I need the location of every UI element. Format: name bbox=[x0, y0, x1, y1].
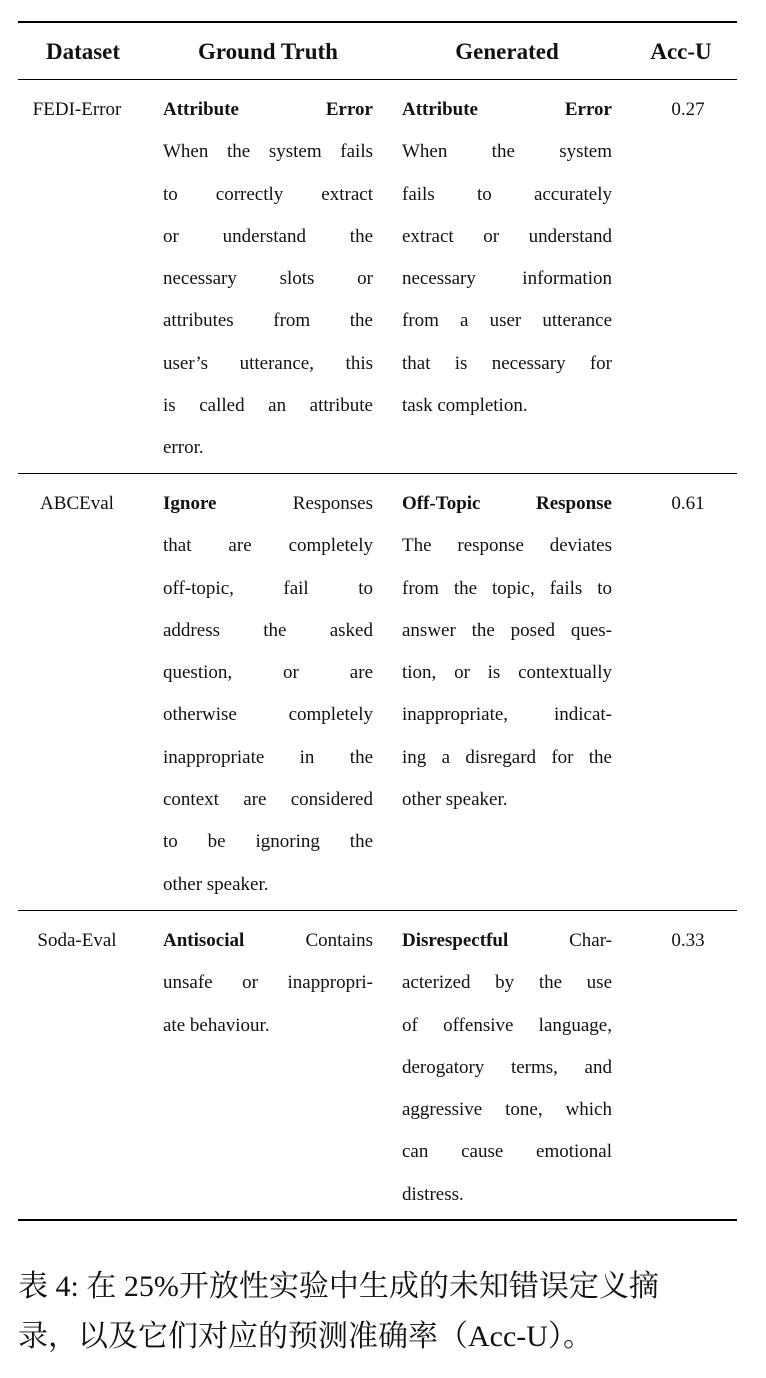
caption-line: 表 4: 在 25%开放性实验中生成的未知错误定义摘 bbox=[18, 1270, 659, 1303]
error-term: Off-Topic Response bbox=[402, 493, 612, 514]
definition-line bbox=[402, 920, 612, 962]
definition-line: off-topic, fail to bbox=[163, 577, 373, 599]
definition-line: can cause emotional bbox=[402, 1141, 612, 1163]
definition-line: extract or understand bbox=[402, 225, 612, 247]
definition-line: When the system bbox=[402, 141, 612, 163]
dataset-cell: ABCEval bbox=[40, 493, 114, 514]
error-term: Attribute Error bbox=[402, 99, 612, 120]
definition-line: from the topic, fails to bbox=[402, 577, 612, 599]
generated-cell bbox=[402, 920, 612, 1216]
error-term: Ignore bbox=[163, 493, 217, 514]
caption-line: 录，以及它们对应的预测准确率（Acc-U）。 bbox=[18, 1320, 593, 1353]
definition-text: Char- bbox=[569, 930, 612, 951]
definition-line: derogatory terms, and bbox=[402, 1056, 612, 1078]
definition-line: ate behaviour. bbox=[163, 1014, 270, 1036]
definition-line: otherwise completely bbox=[163, 704, 373, 726]
definition-line: necessary slots or bbox=[163, 268, 373, 290]
header-ground-truth: Ground Truth bbox=[198, 39, 338, 64]
definition-line: inappropriate, indicat- bbox=[402, 704, 612, 726]
ground-truth-cell bbox=[163, 483, 373, 906]
definition-line bbox=[163, 89, 373, 131]
definition-line bbox=[402, 483, 612, 525]
bottom-rule bbox=[18, 1219, 737, 1221]
ground-truth-cell bbox=[163, 89, 373, 470]
generated-cell bbox=[402, 89, 612, 427]
top-rule bbox=[18, 21, 737, 23]
definition-line: question, or are bbox=[163, 662, 373, 684]
definition-line: is called an attribute bbox=[163, 395, 373, 417]
definition-line: answer the posed ques- bbox=[402, 619, 612, 641]
definition-line: The response deviates bbox=[402, 535, 612, 557]
header-rule bbox=[18, 79, 737, 80]
definition-line: that is necessary for bbox=[402, 352, 612, 374]
definition-line: address the asked bbox=[163, 619, 373, 641]
definition-line: attributes from the bbox=[163, 310, 373, 332]
definition-line: error. bbox=[163, 437, 204, 459]
definition-line: task completion. bbox=[402, 395, 528, 417]
definition-line: from a user utterance bbox=[402, 310, 612, 332]
definition-line: ing a disregard for the bbox=[402, 746, 612, 768]
header-generated: Generated bbox=[455, 39, 559, 64]
definition-line: that are completely bbox=[163, 535, 373, 557]
dataset-cell: Soda-Eval bbox=[37, 930, 117, 951]
acc-u-cell: 0.33 bbox=[671, 930, 705, 951]
dataset-cell: FEDI-Error bbox=[32, 99, 122, 120]
definition-line: user’s utterance, this bbox=[163, 352, 373, 374]
acc-u-cell: 0.61 bbox=[671, 493, 705, 514]
definition-line: distress. bbox=[402, 1183, 464, 1205]
definition-line bbox=[402, 89, 612, 131]
ground-truth-cell bbox=[163, 920, 373, 1047]
error-term: Antisocial bbox=[163, 930, 245, 951]
definition-line: other speaker. bbox=[402, 789, 508, 811]
definition-line: tion, or is contextually bbox=[402, 662, 612, 684]
error-term: Disrespectful bbox=[402, 930, 509, 951]
definition-line: or understand the bbox=[163, 225, 373, 247]
table-caption bbox=[18, 1262, 659, 1362]
definition-line bbox=[163, 920, 373, 962]
definition-line: unsafe or inappropri- bbox=[163, 972, 373, 994]
header-dataset: Dataset bbox=[45, 39, 121, 64]
definition-line: aggressive tone, which bbox=[402, 1099, 612, 1121]
header-acc-u: Acc-U bbox=[650, 39, 712, 64]
definition-line: necessary information bbox=[402, 268, 612, 290]
definition-text: Contains bbox=[305, 930, 373, 951]
definition-line: context are considered bbox=[163, 789, 373, 811]
definition-line: to correctly extract bbox=[163, 183, 373, 205]
definition-line: When the system fails bbox=[163, 141, 373, 163]
definition-text: Responses bbox=[292, 493, 373, 514]
row-rule bbox=[18, 473, 737, 474]
generated-cell bbox=[402, 483, 612, 821]
definition-line: acterized by the use bbox=[402, 972, 612, 994]
definition-line: other speaker. bbox=[163, 873, 269, 895]
definition-line bbox=[163, 483, 373, 525]
row-rule bbox=[18, 910, 737, 911]
error-term: Attribute Error bbox=[163, 99, 373, 120]
definition-line: inappropriate in the bbox=[163, 746, 373, 768]
definition-line: fails to accurately bbox=[402, 183, 612, 205]
definition-line: of offensive language, bbox=[402, 1014, 612, 1036]
definition-line: to be ignoring the bbox=[163, 831, 373, 853]
acc-u-cell: 0.27 bbox=[671, 99, 705, 120]
